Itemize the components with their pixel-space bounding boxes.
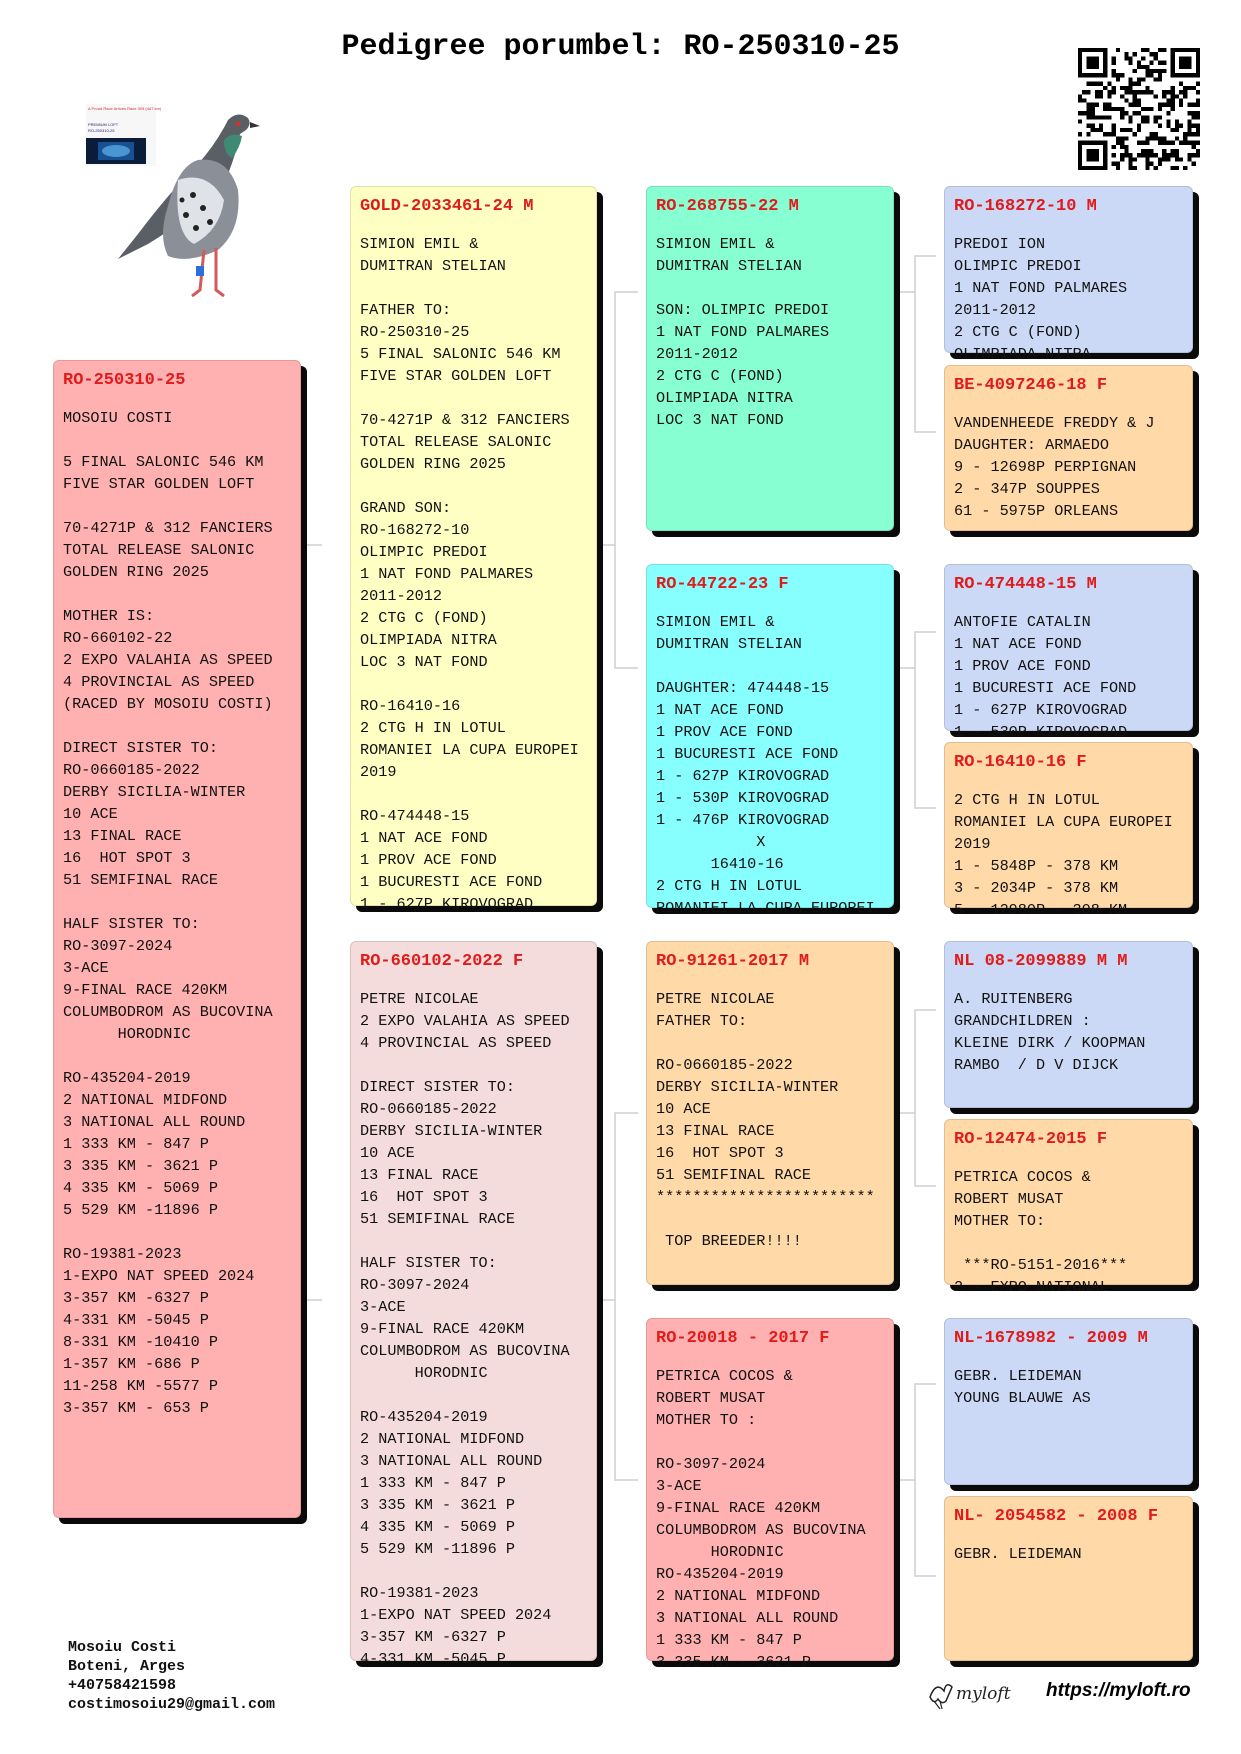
card-subject (53, 360, 301, 1518)
site-link[interactable]: https://myloft.ro (1046, 1680, 1191, 1701)
card-mmf (944, 1318, 1193, 1485)
card-mfm-id: RO-12474-2015 F (954, 1130, 1108, 1149)
pigeon-tag-line3: RO-250310-25 (88, 128, 115, 133)
card-fmf (944, 564, 1193, 741)
card-mmf-id: NL-1678982 - 2009 M (954, 1329, 1148, 1348)
card-mother-text: PETRE NICOLAE 2 EXPO VALAHIA AS SPEED 4 PROVINCIAL AS SPEED DIRECT SISTER TO: RO-0660185-2022 DERBY SICILIA-WINTER 10 ACE 13 FINAL RACE 16 HOT SPOT 3 51 SEMIFINAL RACE HALF SISTER TO: RO-3097-2024 3-ACE 9-FINAL RACE 420KM COLUMBODROM AS BUCOVINA HORODNIC RO-435204-2019 2 NATIONAL MIDFOND 3 NATIONAL ALL ROUND 1 333 KM - 847 P 3 335 KM - 3621 P 4 335 KM - 5069 P 5 529 KM -11896 P RO-19381-2023 1-EXPO NAT SPEED 2024 3-357 KM -6327 P 4-331 KM -5045 P (360, 990, 570, 1668)
card-fff-id: RO-168272-10 M (954, 197, 1097, 216)
card-mfm-text: PETRICA COCOS & ROBERT MUSAT MOTHER TO: ***RO-5151-2016*** 2 - EXPO NATIONAL (954, 1168, 1128, 1296)
card-subject-text: MOSOIU COSTI 5 FINAL SALONIC 546 KM FIVE STAR GOLDEN LOFT 70-4271P & 312 FANCIERS TOTAL RELEASE SALONIC GOLDEN RING 2025 MOTHER IS: RO-660102-22 2 EXPO VALAHIA AS SPEED 4 PROVINCIAL AS SPEED (RACED BY MOSOIU COSTI) DIRECT SISTER TO: RO-0660185-2022 DERBY SICILIA-WINTER 10 ACE 13 FINAL RACE 16 HOT SPOT 3 51 SEMIFINAL RACE HALF SISTER TO: RO-3097-2024 3-ACE 9-FINAL RACE 420KM COLUMBODROM AS BUCOVINA HORODNIC RO-435204-2019 2 NATIONAL MIDFOND 3 NATIONAL ALL ROUND 1 333 KM - 847 P 3 335 KM - 3621 P 4 335 KM - 5069 P 5 529 KM -11896 P RO-19381-2023 1-EXPO NAT SPEED 2024 3-357 KM -6327 P 4-331 KM -5045 P 8-331 KM -10410 P 1-357 KM -686 P 11-258 KM -5577 P 3-357 KM - 653 P (63, 409, 273, 1417)
myloft-logo (926, 1675, 1026, 1711)
card-fmm-id: RO-16410-16 F (954, 753, 1087, 772)
card-mf-text: PETRE NICOLAE FATHER TO: RO-0660185-2022 DERBY SICILIA-WINTER 10 ACE 13 FINAL RACE 16 HOT SPOT 3 51 SEMIFINAL RACE ************************ TOP BREEDER!!!! (656, 990, 875, 1250)
card-mother-id: RO-660102-2022 F (360, 952, 524, 971)
qr-code (1078, 48, 1200, 170)
card-subject-id: RO-250310-25 (63, 371, 186, 390)
card-mmm (944, 1496, 1193, 1661)
page-title: Pedigree porumbel: RO-250310-25 (341, 30, 900, 64)
card-mmf-text: GEBR. LEIDEMAN YOUNG BLAUWE AS (954, 1367, 1091, 1407)
pigeon-tag-line1: A Proud Race Arrives Race 305 (447 km) (88, 106, 162, 111)
card-fmm (944, 742, 1193, 919)
brand-label: myloft (956, 1684, 1011, 1704)
card-fm (646, 564, 894, 917)
card-ff-text: SIMION EMIL & DUMITRAN STELIAN SON: OLIMPIC PREDOI 1 NAT FOND PALMARES 2011-2012 2 CTG C (FOND) OLIMPIADA NITRA LOC 3 NAT FOND (656, 235, 830, 429)
card-mm-id: RO-20018 - 2017 F (656, 1329, 830, 1348)
card-mfm (944, 1119, 1193, 1296)
card-fmm-text: 2 CTG H IN LOTUL ROMANIEI LA CUPA EUROPEI 2019 1 - 5848P - 378 KM 3 - 2034P - 378 KM 5 - 12980P - 308 KM (954, 791, 1173, 919)
card-fff-text: PREDOI ION OLIMPIC PREDOI 1 NAT FOND PALMARES 2011-2012 2 CTG C (FOND) OLIMPIADA NITRA (954, 235, 1128, 363)
card-fm-text: SIMION EMIL & DUMITRAN STELIAN DAUGHTER: 474448-15 1 NAT ACE FOND 1 PROV ACE FOND 1 BUCURESTI ACE FOND 1 - 627P KIROVOGRAD 1 - 530P KIROVOGRAD 1 - 476P KIROVOGRAD X 16410-16 2 CTG H IN LOTUL ROMANIEI LA CUPA EUROPEI (656, 613, 875, 917)
card-fmf-id: RO-474448-15 M (954, 575, 1097, 594)
card-mff-text: A. RUITENBERG GRANDCHILDREN : KLEINE DIRK / KOOPMAN RAMBO / D V DIJCK (954, 990, 1146, 1074)
card-father-id: GOLD-2033461-24 M (360, 197, 534, 216)
card-mm (646, 1318, 894, 1671)
card-fmf-text: ANTOFIE CATALIN 1 NAT ACE FOND 1 PROV ACE FOND 1 BUCURESTI ACE FOND 1 - 627P KIROVOGRAD 1 - 530P KIROVOGRAD (954, 613, 1137, 741)
card-ffm-id: BE-4097246-18 F (954, 376, 1108, 395)
card-mm-text: PETRICA COCOS & ROBERT MUSAT MOTHER TO : RO-3097-2024 3-ACE 9-FINAL RACE 420KM COLUMBODROM AS BUCOVINA HORODNIC RO-435204-2019 2 NATIONAL MIDFOND 3 NATIONAL ALL ROUND 1 333 KM - 847 P 3 335 KM - 3621 P (656, 1367, 866, 1671)
card-fm-id: RO-44722-23 F (656, 575, 789, 594)
card-ff (646, 186, 894, 531)
card-ffm (944, 365, 1193, 531)
pigeon-photo (78, 100, 268, 305)
owner-contact: Mosoiu Costi Boteni, Arges +40758421598 costimosoiu29@gmail.com (68, 1639, 276, 1713)
card-mff-id: NL 08-2099889 M M (954, 952, 1128, 971)
card-fff (944, 186, 1193, 363)
pigeon-tag-line2: PREMIUM LOFT (88, 122, 119, 127)
card-mother (350, 941, 597, 1668)
card-father (350, 186, 597, 913)
card-mmm-id: NL- 2054582 - 2008 F (954, 1507, 1159, 1526)
card-father-text: SIMION EMIL & DUMITRAN STELIAN FATHER TO: RO-250310-25 5 FINAL SALONIC 546 KM FIVE STAR GOLDEN LOFT 70-4271P & 312 FANCIERS TOTAL RELEASE SALONIC GOLDEN RING 2025 GRAND SON: RO-168272-10 OLIMPIC PREDOI 1 NAT FOND PALMARES 2011-2012 2 CTG C (FOND) OLIMPIADA NITRA LOC 3 NAT FOND RO-16410-16 2 CTG H IN LOTUL ROMANIEI LA CUPA EUROPEI 2019 RO-474448-15 1 NAT ACE FOND 1 PROV ACE FOND 1 BUCURESTI ACE FOND 1 - 627P KIROVOGRAD (360, 235, 579, 913)
card-ffm-text: VANDENHEEDE FREDDY & J DAUGHTER: ARMAEDO 9 - 12698P PERPIGNAN 2 - 347P SOUPPES 61 - 5975P ORLEANS (954, 414, 1155, 520)
card-mf-id: RO-91261-2017 M (656, 952, 810, 971)
card-mf (646, 941, 894, 1285)
card-ff-id: RO-268755-22 M (656, 197, 799, 216)
card-mff (944, 941, 1193, 1108)
card-mmm-text: GEBR. LEIDEMAN (954, 1545, 1082, 1563)
